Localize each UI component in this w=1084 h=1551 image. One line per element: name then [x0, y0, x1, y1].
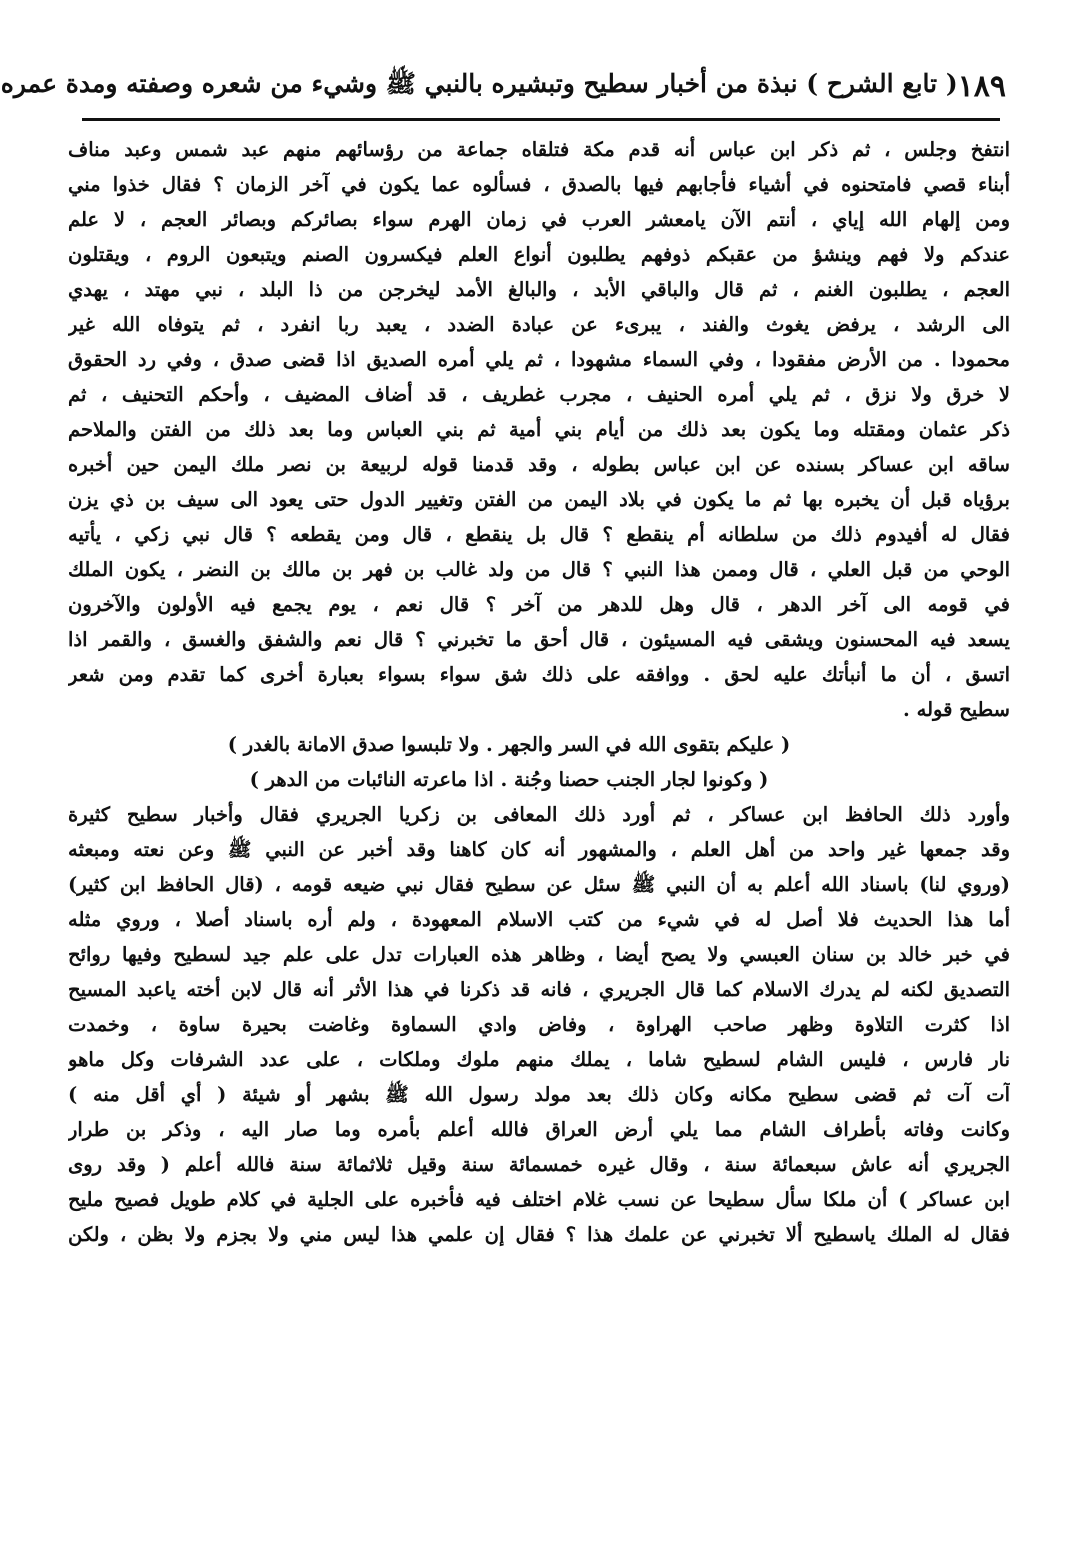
header-divider	[82, 118, 1000, 121]
text-line: اتسق ، أن ما أنبأتك عليه لحق . ووافقه على ذلك شق سواء بسواء بعبارة أخرى كما تقدم ومن شعر	[68, 663, 1010, 686]
text-line: وقد جمعها غير واحد من أهل العلم ، والمشهور أنه كان كاهنا وقد أخبر عن النبي ﷺ وعن نعته ومبعثه	[68, 838, 1010, 861]
text-line: يسعد فيه المحسنون ويشقى فيه المسيئون ، قال أحق ما تخبرني ؟ قال نعم والشفق والغسق ، والقمر اذا	[68, 628, 1010, 651]
text-line: الوحي من قبل العلي ، قال وممن هذا النبي ؟ قال من ولد غالب بن فهر بن مالك بن النضر ، يكون الملك	[68, 558, 1010, 581]
page-number: ١٨٩	[957, 68, 1006, 104]
text-line: أما هذا الحديث فلا أصل له في شيء من كتب الاسلام المعهودة ، ولم أره باسناد أصلا ، وروي مثله	[68, 908, 1010, 931]
text-line: التصديق لكنه لم يدرك الاسلام كما قال الجريري ، فانه قد ذكرنا في هذا الأثر أنه قال لابن أخته ياعبد المسيح	[68, 978, 1010, 1001]
text-line: نار فارس ، فليس الشام لسطيح شاما ، يملك منهم ملوك وملكات ، على عدد الشرفات وكل ماهو	[68, 1048, 1010, 1071]
poem-verse: ( وكونوا لجار الجنب حصنا وجُنة . اذا ماعرته النائبات من الدهر )	[249, 768, 769, 791]
text-line: لا خرق ولا نزق ، ثم يلي أمره الحنيف ، مجرب غطريف ، قد أضاف المضيف ، وأحكم التحنيف ، ثم	[68, 383, 1010, 406]
text-line: ومن إلهام الله إياي ، أنتم الآن يامعشر العرب في زمان الهرم سواء بصائركم وبصائر العجم ، لا علم	[68, 208, 1010, 231]
poem-verse: ( عليكم بتقوى الله في السر والجهر . ولا تلبسوا صدق الامانة بالغدر )	[227, 733, 791, 756]
text-line: محمودا . من الأرض مفقودا ، وفي السماء مشهودا ، ثم يلي أمره الصديق اذا قضى صدق ، وفي رد الحقوق	[68, 348, 1010, 371]
poem-verses	[68, 727, 1010, 797]
text-line: برؤياه قبل أن يخبره بها ثم ما يكون في بلاد اليمن من الفتن وتغيير الدول حتى يعود الى سيف بن ذي يزن	[68, 488, 1010, 511]
text-line: في خبر خالد بن سنان العبسي ولا يصح أيضا ، وظاهر هذه العبارات تدل على علم جيد لسطيح وفيها روائح	[68, 943, 1010, 966]
text-line: وأورد ذلك الحافظ ابن عساكر ، ثم أورد ذلك المعافى بن زكريا الجريري فقال وأخبار سطيح كثيرة	[68, 803, 1010, 826]
text-line: اذا كثرت التلاوة وظهر صاحب الهراوة ، وفاض وادي السماوة وغاضت بحيرة ساوة ، وخمدت	[68, 1013, 1010, 1036]
text-line: فقال له الملك ياسطيح ألا تخبرني عن علمك هذا ؟ فقال إن علمي هذا ليس مني ولا بجزم ولا بظن ، ولكن	[68, 1223, 1010, 1246]
text-line: أبناء قصي فامتحنوه في أشياء فأجابهم فيها بالصدق ، فسألوه عما يكون في آخر الزمان ؟ فقال خذوا مني	[68, 173, 1010, 196]
text-line: الى الرشد ، يرفض يغوث والفند ، يبرىء عن عبادة الضدد ، يعبد ربا انفرد ، ثم يتوفاه الله غير	[68, 313, 1010, 336]
text-line: آت آت ثم قضى سطيح مكانه وكان ذلك بعد مولد رسول الله ﷺ بشهر أو شيئة ( أي أقل منه )	[68, 1083, 1010, 1106]
text-line: في قومه الى آخر الدهر ، قال وهل للدهر من آخر ؟ قال نعم ، يوم يجمع فيه الأولون والآخرون	[68, 593, 1010, 616]
text-line: الجريري أنه عاش سبعمائة سنة ، وقال غيره خمسمائة سنة وقيل ثلاثمائة سنة فالله أعلم ( وقد روى	[68, 1153, 1010, 1176]
body-text	[68, 132, 1010, 1252]
text-line: عندكم ولا فهم وينشؤ من عقبكم ذوفهم يطلبون أنواع العلم فيكسرون الصنم ويتبعون الروم ، ويقتلون	[68, 243, 1010, 266]
text-line: ساقه ابن عساكر بسنده عن ابن عباس بطوله ، وقد قدمنا قوله لربيعة بن نصر ملك اليمن حين أخبره	[68, 453, 1010, 476]
header-title: ( تابع الشرح ) نبذة من أخبار سطيح وتبشيره بالنبي ﷺ وشيء من شعره وصفته ومدة عمره	[0, 68, 958, 98]
text-line: سطيح قوله .	[903, 698, 1010, 721]
text-line: انتفخ وجلس ، ثم ذكر ابن عباس أنه قدم مكة فتلقاه جماعة من رؤسائهم منهم عبد شمس وعبد مناف	[68, 138, 1010, 161]
text-line: فقال له أفيدوم ذلك من سلطانه أم ينقطع ؟ قال بل ينقطع ، قال ومن يقطعه ؟ قال نبي زكي ، يأتيه	[68, 523, 1010, 546]
text-line: (وروي لنا) باسناد الله أعلم به أن النبي ﷺ سئل عن سطيح فقال نبي ضيعه قومه ، (قال الحافظ ابن كثير)	[68, 873, 1010, 896]
text-line: ذكر عثمان ومقتله وما يكون بعد ذلك من أيام بني أمية ثم بني العباس وما بعد ذلك من الفتن والملاحم	[68, 418, 1010, 441]
running-header	[0, 64, 1006, 108]
text-line: العجم ، يطلبون الغنم ، ثم قال والباقي الأبد ، والبالغ الأمد ليخرجن من ذا البلد ، نبي مهتد ، يهدي	[68, 278, 1010, 301]
text-line: وكانت وفاته بأطراف الشام مما يلي أرض العراق فالله أعلم بأمره وما صار اليه ، وذكر بن طرار	[68, 1118, 1010, 1141]
text-line: ابن عساكر ) أن ملكا سأل سطيحا عن نسب غلام اختلف فيه فأخبره على الجلية في كلام طويل فصيح مليح	[68, 1188, 1010, 1211]
